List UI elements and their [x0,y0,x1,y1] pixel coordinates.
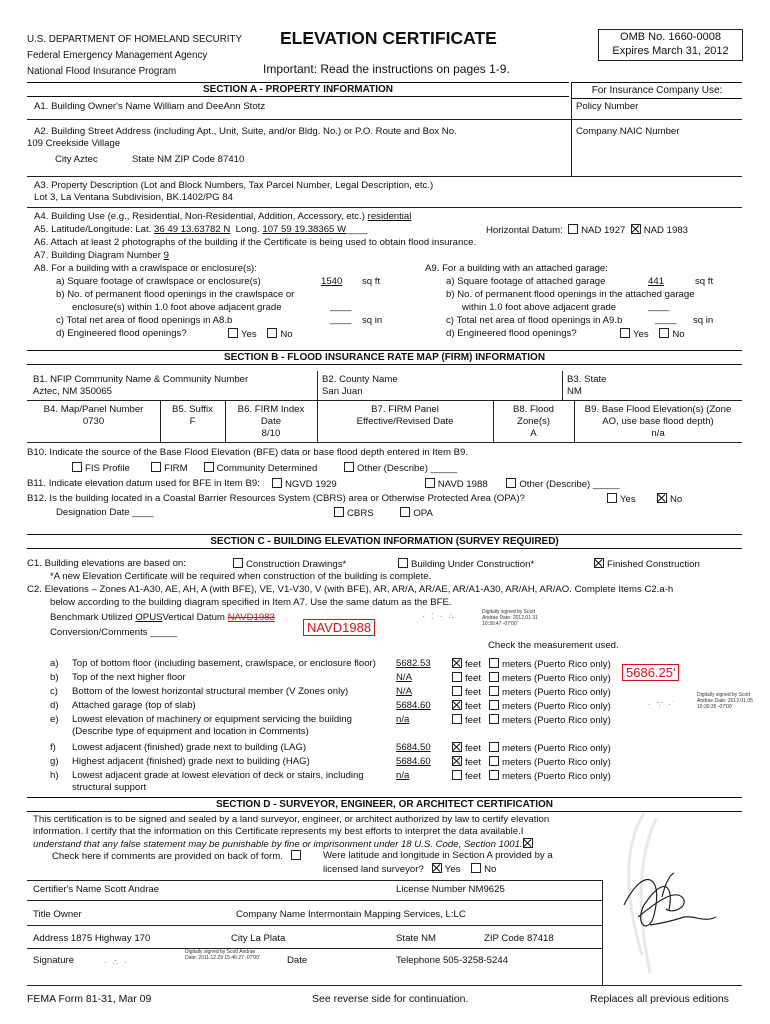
feet-checkbox[interactable] [452,686,462,696]
c2-row-value: 5684.60 [396,700,431,711]
certifier-city: City La Plata [231,933,286,944]
a2-state-zip: State NM ZIP Code 87410 [132,154,245,165]
feet-checkbox[interactable] [452,714,462,724]
a8a-unit: sq ft [362,276,381,287]
telephone: Telephone 505-3258-5244 [396,955,509,966]
a8d-no-checkbox[interactable] [267,328,277,338]
construction-drawings-checkbox[interactable] [233,558,243,568]
c2-row-label: Attached garage (top of slab) [72,700,196,711]
b11-options: NGVD 1929 NAVD 1988 Other (Describe) _____ [272,478,620,490]
b12-type-options: CBRS OPA [334,507,433,519]
a8b-label: b) No. of permanent flood openings in the crawlspace or [56,289,295,300]
c2-row-key: b) [50,672,59,683]
c2-row-key: h) [50,770,59,781]
b12-label: B12. Is the building located in a Coastal Barrier Resources System (CBRS) area or Otherwise Protected Area (OPA)? [27,493,525,504]
a8c-unit: sq in [362,315,383,326]
c2-row-label: Lowest elevation of machinery or equipment servicing the building [72,714,352,725]
a8d-options: Yes No [228,328,293,340]
agency-sub: Federal Emergency Management Agency [27,50,208,61]
c2-row-value: 5682.53 [396,658,431,669]
other-describe-checkbox[interactable] [344,462,354,472]
page-title: ELEVATION CERTIFICATE [280,28,497,48]
finished-construction-checkbox[interactable] [594,558,604,568]
feet-checkbox[interactable] [452,770,462,780]
b2-label: B2. County Name [322,374,398,385]
under-construction-checkbox[interactable] [398,558,408,568]
cbrs-no-checkbox[interactable] [657,493,667,503]
meters-checkbox[interactable] [489,756,499,766]
a9b-label2: within 1.0 foot above adjacent grade [462,302,617,313]
omb-box [598,29,743,61]
meters-checkbox[interactable] [489,714,499,724]
c2-row-label: Top of bottom floor (including basement, crawlspace, or enclosure floor) [72,658,376,669]
digital-signature-2: Digitally signed by Scott Andrae Date: 2012.01.05 10:30:35 -07'00' [697,692,753,710]
b5-cell: B5. Suffix F [172,404,213,427]
nad1983-checkbox[interactable] [631,224,641,234]
expiration: Expires March 31, 2012 [612,45,729,57]
a7-diagram: A7. Building Diagram Number 9 [34,250,169,261]
a2-address-value: 109 Creekside Village [27,138,121,149]
b8-cell: B8. Flood Zone(s) A [512,404,555,439]
designation-date: Designation Date ____ [56,507,154,518]
a3-label: A3. Property Description (Lot and Block Numbers, Tax Parcel Number, Legal Description, etc.) [34,180,434,191]
b10-label: B10. Indicate the source of the Base Flood Elevation (BFE) data or base flood depth entered in Item B9. [27,447,469,458]
b11-label: B11. Indicate elevation datum used for BFE in Item B9: [27,478,260,489]
feet-checkbox[interactable] [452,742,462,752]
important-note: Important: Read the instructions on pages 1-9. [263,62,510,76]
a9-title: A9. For a building with an attached garage: [425,263,608,274]
certifier-title: Title Owner [33,909,82,920]
a9a-label: a) Square footage of attached garage [446,276,606,287]
c2-row-key: a) [50,658,59,669]
agency-name: U.S. DEPARTMENT OF HOMELAND SECURITY [27,34,243,45]
a1-owner-name: A1. Building Owner's Name William and DeeAnn Stotz [34,101,266,112]
c2-row-units: feet meters (Puerto Rico only) [452,700,611,712]
c2-row-label: Highest adjacent (finished) grade next to building (HAG) [72,756,310,767]
feet-checkbox[interactable] [452,658,462,668]
b1-value: Aztec, NM 350065 [33,386,112,397]
a8c-label: c) Total net area of flood openings in A8.b [56,315,233,326]
comments-back-checkbox[interactable] [291,850,301,860]
a5-lat-long: A5. Latitude/Longitude: Lat. 36 49 13.63782 N Long. 107 59 19.38365 W____ [34,224,368,235]
c1-label: C1. Building elevations are based on: [27,558,186,569]
insurance-use-title: For Insurance Company Use: [572,82,742,99]
replaces-note: Replaces all previous editions [590,993,729,1005]
a9d-label: d) Engineered flood openings? [446,328,577,339]
signature-label: Signature [33,955,75,966]
a2-city: City Aztec [55,154,98,165]
c2-row-label: Lowest adjacent grade at lowest elevation of deck or stairs, including [72,770,364,781]
a9d-yes-checkbox[interactable] [620,328,630,338]
c2-row-label: Bottom of the lowest horizontal structural member (V Zones only) [72,686,349,697]
b7-cell: B7. FIRM Panel Effective/Revised Date [356,404,454,427]
a3-value: Lot 3, La Ventana Subdivision, BK.1402/PG 84 [34,192,233,203]
community-determined-checkbox[interactable] [204,462,214,472]
b6-cell: B6. FIRM Index Date 8/10 [237,404,305,439]
c2-row-units: feet meters (Puerto Rico only) [452,686,611,698]
c2-row-units: feet meters (Puerto Rico only) [452,742,611,754]
section-b-title: SECTION B - FLOOD INSURANCE RATE MAP (FIRM) INFORMATION [27,350,742,365]
b12-options: Yes No [607,493,682,505]
cert-text-3: understand that any false statement may be punishable by fine or imprisonment under 18 U.S. Code, Section 1001. [33,838,536,850]
lat-long-question: Were latitude and longitude in Section A provided by a [323,850,553,861]
naic-label: Company NAIC Number [576,126,680,137]
cert-text-2: information. I certify that the information on this Certificate represents my best efforts to interpret the data available.I [33,826,524,837]
c2-row-value: 5684.50 [396,742,431,753]
feet-checkbox[interactable] [452,756,462,766]
meters-checkbox[interactable] [489,686,499,696]
horizontal-datum: Horizontal Datum: NAD 1927 NAD 1983 [486,225,688,236]
a8a-label: a) Square footage of crawlspace or enclosure(s) [56,276,261,287]
continuation-note: See reverse side for continuation. [312,993,469,1005]
b10-options: FIS Profile FIRM Community Determined Other (Describe) _____ [72,462,457,474]
certifier-state: State NM [396,933,436,944]
c2-row-units: feet meters (Puerto Rico only) [452,714,611,726]
c2-row-value: N/A [396,686,412,697]
meters-checkbox[interactable] [489,700,499,710]
omb-number: OMB No. 1660-0008 [620,31,721,43]
a4-building-use: A4. Building Use (e.g., Residential, Non-Residential, Addition, Accessory, etc.) residential [34,211,412,222]
c1-finished: Finished Construction [594,558,700,570]
a8-title: A8. For a building with a crawlspace or enclosure(s): [34,263,257,274]
c2-label: C2. Elevations – Zones A1-A30, AE, AH, A (with BFE), VE, V1-V30, V (with BFE), AR, AR/A, AR/AE, AR/A1-A30, AR/AH, AR/AO. Complete Items C2.a-h [27,584,674,595]
navd1988-checkbox[interactable] [425,478,435,488]
a9d-no-checkbox[interactable] [659,328,669,338]
a9a-unit: sq ft [695,276,714,287]
firm-checkbox[interactable] [151,462,161,472]
c1-construction-drawings: Construction Drawings* [233,558,346,570]
c2-row-key: c) [50,686,58,697]
c2-row-label: Top of the next higher floor [72,672,186,683]
c2-row-label2: (Describe type of equipment and location in Comments) [72,726,309,737]
a9b-label: b) No. of permanent flood openings in the attached garage [446,289,695,300]
b2-value: San Juan [322,386,363,397]
a8b-label2: enclosure(s) within 1.0 foot above adjacent grade [72,302,282,313]
license-number: License Number NM9625 [396,884,505,895]
a8d-yes-checkbox[interactable] [228,328,238,338]
section-d-title: SECTION D - SURVEYOR, ENGINEER, OR ARCHITECT CERTIFICATION [27,797,742,812]
lat-long-question2: licensed land surveyor? Yes No [323,864,497,875]
c2-row-units: feet meters (Puerto Rico only) [452,658,611,670]
nad1927-checkbox[interactable] [568,224,578,234]
c2-row-units: feet meters (Puerto Rico only) [452,770,611,782]
c2-row-units: feet meters (Puerto Rico only) [452,672,611,684]
a9c-unit: sq in [693,315,714,326]
benchmark: Benchmark Utilized OPUSVertical Datum NAVD1983 [50,612,275,623]
company-name: Company Name Intermontain Mapping Services, L:LC [236,909,466,920]
b1-label: B1. NFIP Community Name & Community Number [33,374,249,385]
check-measurement: Check the measurement used. [488,640,619,651]
digital-signature-1: Digitally signed by Scott Andrae Date: 2012.01.31 10:30:47 -07'00' [482,609,538,627]
c2-row-key: d) [50,700,59,711]
c2-row-key: g) [50,756,59,767]
b3-value: NM [567,386,582,397]
b11-other-checkbox[interactable] [506,478,516,488]
a8d-label: d) Engineered flood openings? [56,328,187,339]
a6-photos: A6. Attach at least 2 photographs of the building if the Certificate is being used to obtain flood insurance. [34,237,477,248]
penalty-ack-checkbox[interactable] [523,838,533,848]
cbrs-yes-checkbox[interactable] [607,493,617,503]
feet-checkbox[interactable] [452,700,462,710]
a2-address-label: A2. Building Street Address (including Apt., Unit, Suite, and/or Bldg. No.) or P.O. Route and Box No. [34,126,457,137]
a9d-options: Yes No [620,328,685,340]
form-number: FEMA Form 81-31, Mar 09 [27,993,152,1005]
section-c-title: SECTION C - BUILDING ELEVATION INFORMATION (SURVEY REQUIRED) [27,534,742,549]
c2-row-value: N/A [396,672,412,683]
meters-checkbox[interactable] [489,658,499,668]
policy-number-label: Policy Number [576,101,639,112]
b3-label: B3. State [567,374,607,385]
latlong-yes-checkbox[interactable] [432,863,442,873]
handwritten-signature-icon [624,873,716,926]
surveyor-seal [604,805,742,985]
feet-checkbox[interactable] [452,672,462,682]
fis-profile-checkbox[interactable] [72,462,82,472]
a8a-value: 1540 [321,276,343,287]
c1-note: *A new Elevation Certificate will be required when construction of the building is complete. [50,571,432,582]
meters-checkbox[interactable] [489,770,499,780]
b9-cell: B9. Base Flood Elevation(s) (Zone AO, use base flood depth) n/a [584,404,732,439]
c2-row-value: n/a [396,714,410,725]
date-label: Date [287,955,308,966]
c2-label2: below according to the building diagram specified in Item A7. Use the same datum as the BFE. [50,597,452,608]
latlong-no-checkbox[interactable] [471,863,481,873]
cert-text-1: This certification is to be signed and sealed by a land surveyor, engineer, or architect authorized by law to certify elevation [33,814,550,825]
digital-signature-3: Digitally signed by Scott Andrae Date: 2011.12.29 15:46:27 -07'00' [185,949,260,961]
a9c-label: c) Total net area of flood openings in A9.b [446,315,623,326]
c2-row-key: f) [50,742,56,753]
b4-cell: B4. Map/Panel Number 0730 [43,404,144,427]
c2-row-value: 5684.60 [396,756,431,767]
meters-checkbox[interactable] [489,672,499,682]
cbrs-checkbox[interactable] [334,507,344,517]
c2-row-label: Lowest adjacent (finished) grade next to building (LAG) [72,742,307,753]
certifier-address: Address 1875 Highway 170 [33,933,151,944]
opa-checkbox[interactable] [400,507,410,517]
conversion-comments: Conversion/Comments _____ [50,627,177,638]
c2-row-value: n/a [396,770,410,781]
c1-under-construction: Building Under Construction* [398,558,534,570]
c2-row-units: feet meters (Puerto Rico only) [452,756,611,768]
section-a-title: SECTION A - PROPERTY INFORMATION [27,82,569,97]
comments-on-back: Check here if comments are provided on back of form. [52,850,304,862]
c2-row-label2: structural support [72,782,147,793]
navd-correction: NAVD1988 [303,619,375,636]
ngvd1929-checkbox[interactable] [272,478,282,488]
certifier-zip: ZIP Code 87418 [484,933,554,944]
certifier-name: Certifier's Name Scott Andrae [33,884,160,895]
c2-row-key: e) [50,714,59,725]
a9a-value: 441 [648,276,665,287]
program-name: National Flood Insurance Program [27,66,177,77]
meters-checkbox[interactable] [489,742,499,752]
elevation-correction: 5686.25' [622,664,679,681]
